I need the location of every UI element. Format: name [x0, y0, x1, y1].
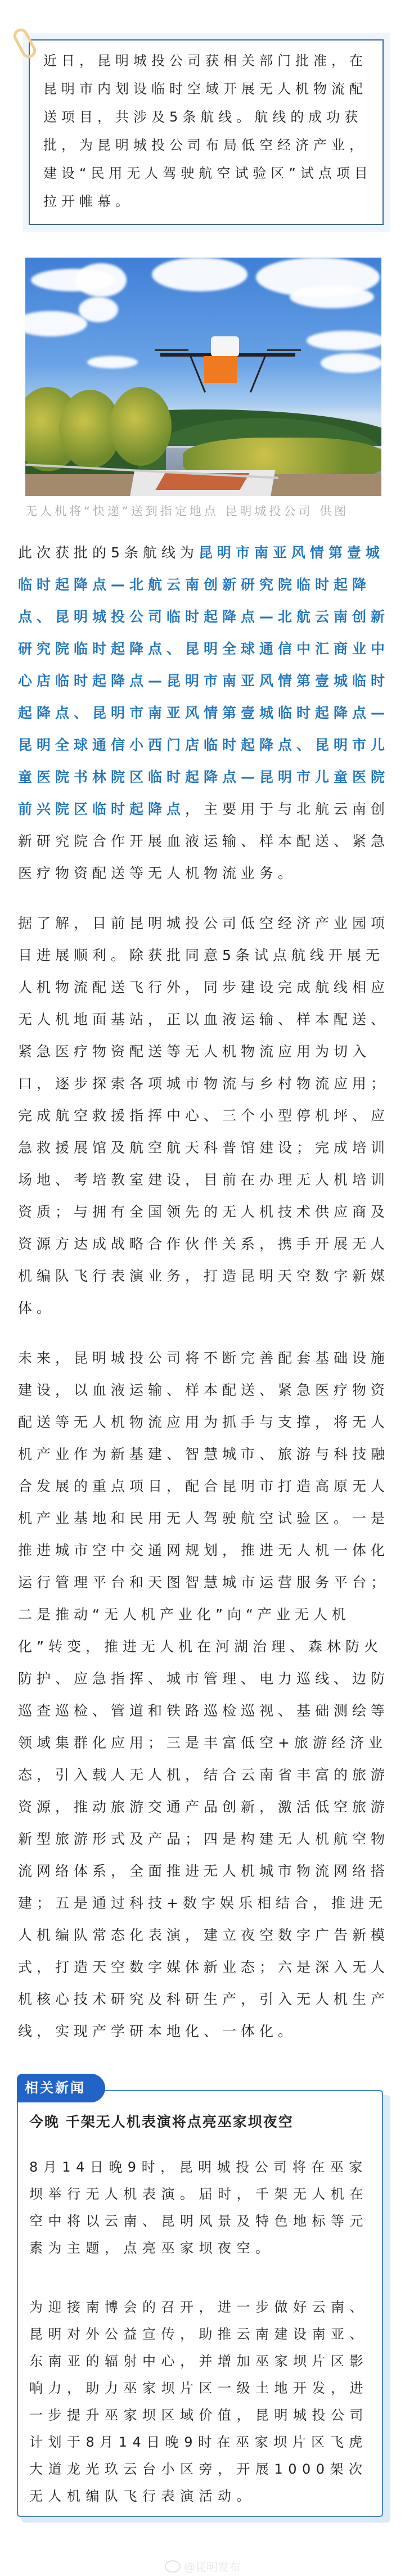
- weibo-icon: [165, 2560, 181, 2573]
- paragraph-progress: 据了解，目前昆明城投公司低空经济产业园项目进展顺利。除获批同意5条试点航线开展无人机物流配送飞行外，同步建设完成航线相应无人机地面基站，正以血液运输、样本配送、紧急医疗物资配送等无人机物流应用为切入口，逐步探索各项城市物流与乡村物流应用；完成航空救援指挥中心、三个小型停机坪、应急救援展馆及航空航天科普馆建设；完成培训场地、考培教室建设，目前在办理无人机培训资质；与拥有全国领先的无人机技术供应商及资源方达成战略合作伙伴关系，携手开展无人机编队飞行表演业务，打造昆明天空数字新媒体。: [18, 915, 390, 1316]
- paragraph-future: 未来，昆明城投公司将不断完善配套基础设施建设，以血液运输、样本配送、紧急医疗物资配送等无人机物流应用为抓手与支撑，将无人机产业作为新基建、智慧城市、旅游与科技融合发展的重点项目，配合昆明市打造高原无人机产业基地和民用无人驾驶航空试验区。一是推进城市空中交通网规划，推进无人机一体化运行管理平台和天图智慧城市运营服务平台；二是推动“无人机产业化”向“产业无人机化”转变，推进无人机在河湖治理、森林防火防护、应急指挥、城市管理、电力巡线、边防巡查巡检、管道和铁路巡检巡视、基础测绘等领域集群化应用；三是丰富低空+旅游经济业态，引入载人无人机，结合云南省丰富的旅游资源，推动旅游交通产品创新，激活低空旅游新型旅游形式及产品；四是构建无人机航空物流网络体系，全面推进无人机城市物流网络搭建；五是通过科技+数字娱乐相结合，推进无人机编队常态化表演，建立夜空数字广告新模式，打造天空数字媒体新业态；六是深入无人机核心技术研究及科研生产，引入无人机生产线，实现产学研本地化、一体化。: [18, 1350, 390, 2039]
- drone-delivery-photo: [25, 258, 381, 496]
- intro-text: 近日，昆明城投公司获相关部门批准，在昆明市内划设临时空域开展无人机物流配送项目，共涉及5条航线。航线的成功获批，为昆明城投公司布局低空经济产业，建设“民用无人驾驶航空试验区”试点项目拉开帷幕。: [43, 53, 372, 209]
- watermark-text: @昆明发布: [184, 2560, 240, 2574]
- routes-list: 昆明市南亚风情第壹城临时起降点—北航云南创新研究院临时起降点、昆明城投公司临时起降点—北航云南创新研究院临时起降点、昆明全球通信中汇商业中心店临时起降点—昆明市南亚风情第壹城临时起降点、昆明市南亚风情第壹城临时起降点—昆明全球通信小西门店临时起降点、昆明市儿童医院书林院区临时起降点—昆明市儿童医院前兴院区临时起降点: [18, 544, 390, 817]
- paragraph-routes: [18, 537, 394, 889]
- photo-caption: 无人机将“快递”送到指定地点 昆明城投公司 供图: [25, 505, 349, 518]
- related-news-tag: 相关新闻: [17, 2074, 105, 2102]
- delivery-package: [204, 356, 237, 383]
- related-news-title: 今晚 千架无人机表演将点亮巫家坝夜空: [29, 2114, 294, 2130]
- routes-lead: 此次获批的5条航线为: [18, 544, 199, 561]
- related-news-paragraph: 为迎接南博会的召开，进一步做好云南、昆明对外公益宣传，助推云南建设南亚、东南亚的辐射中心，并增加巫家坝片区影响力，助力巫家坝片区一级土地开发，进一步提升巫家坝区域价值，昆明城投公司计划于8月14日晚9时在巫家坝片区飞虎大道龙光玖云台小区旁，开展1000架次无人机编队飞行表演活动。: [29, 2299, 368, 2504]
- routes-tail: ，主要用于与北航云南创新研究院合作开展血液运输、样本配送、紧急医疗物资配送等无人机物流业务。: [18, 801, 390, 881]
- watermark: [165, 2558, 240, 2574]
- related-news-paragraph: 8月14日晚9时，昆明城投公司将在巫家坝举行无人机表演。届时，千架无人机在空中将以云南、昆明风景及特色地标等元素为主题，点亮巫家坝夜空。: [29, 2159, 368, 2256]
